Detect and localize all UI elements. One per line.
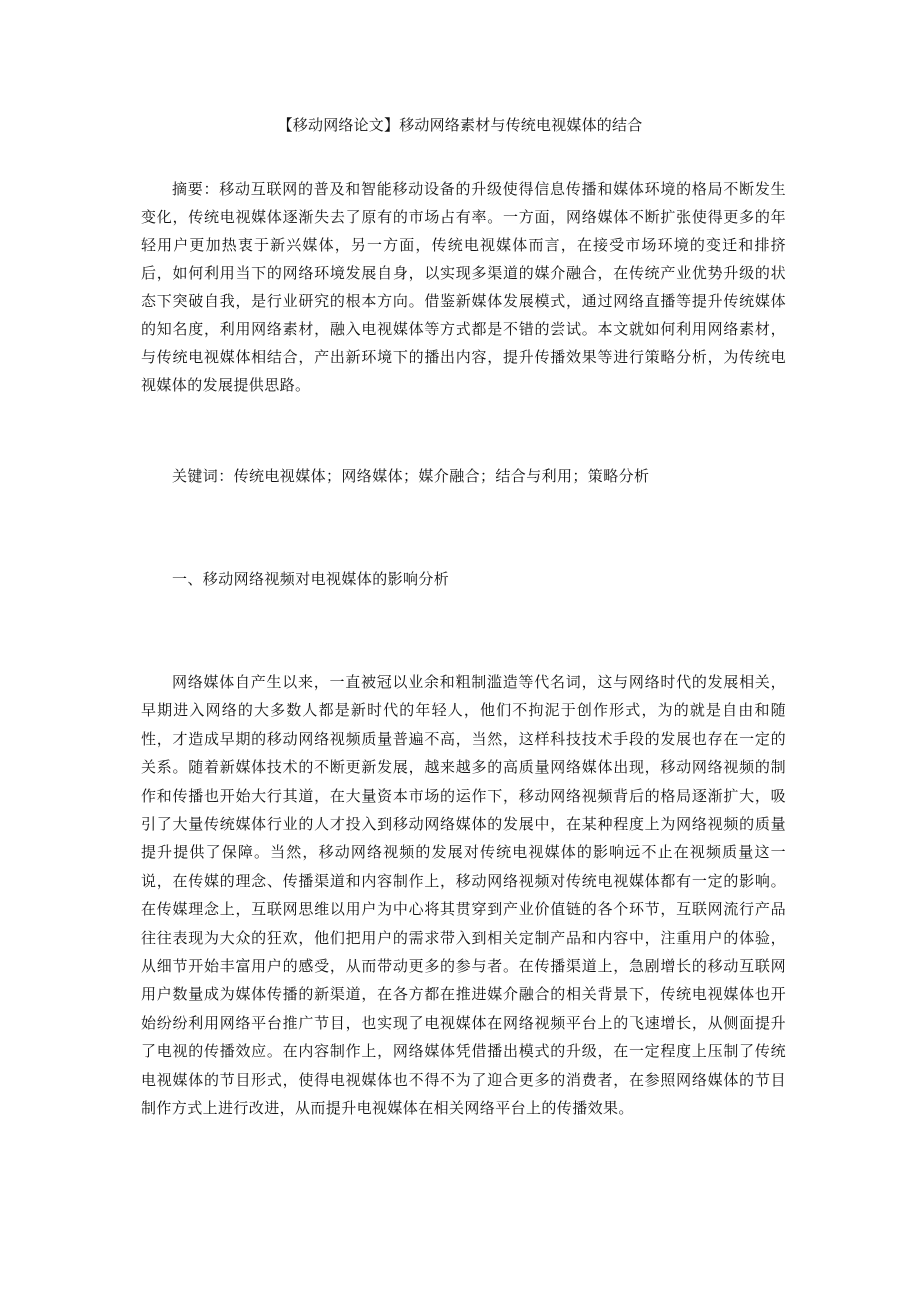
document-title: 【移动网络论文】移动网络素材与传统电视媒体的结合 — [277, 116, 643, 134]
body-paragraph: 网络媒体自产生以来，一直被冠以业余和粗制滥造等代名词，这与网络时代的发展相关，早期进入网络的大多数人都是新时代的年轻人，他们不拘泥于创作形式，为的就是自由和随性，才造成早期的移动网络视频质量普遍不高，当然，这样科技技术手段的发展也存在一定的关系。随着新媒体技术的不断更新发展，越来越多的高质量网络媒体出现，移动网络视频的制作和传播也开始大行其道，在大量资本市场的运作下，移动网络视频背后的格局逐渐扩大，吸引了大量传统媒体行业的人才投入到移动网络媒体的发展中，在某种程度上为网络视频的质量提升提供了保障。当然，移动网络视频的发展对传统电视媒体的影响远不止在视频质量这一说，在传媒的理念、传播渠道和内容制作上，移动网络视频对传统电视媒体都有一定的影响。在传媒理念上，互联网思维以用户为中心将其贯穿到产业价值链的各个环节，互联网流行产品往往表现为大众的狂欢，他们把用户的需求带入到相关定制产品和内容中，注重用户的体验，从细节开始丰富用户的感受，从而带动更多的参与者。在传播渠道上，急剧增长的移动互联网用户数量成为媒体传播的新渠道，在各方都在推进媒介融合的相关背景下，传统电视媒体也开始纷纷利用网络平台推广节目，也实现了电视媒体在网络视频平台上的飞速增长，从侧面提升了电视的传播效应。在内容制作上，网络媒体凭借播出模式的升级，在一定程度上压制了传统电视媒体的节目形式，使得电视媒体也不得不为了迎合更多的消费者，在参照网络媒体的节目制作方式上进行改进，从而提升电视媒体在相关网络平台上的传播效果。 — [141, 673, 786, 1118]
abstract-paragraph: 摘要：移动互联网的普及和智能移动设备的升级使得信息传播和媒体环境的格局不断发生变化，传统电视媒体逐渐失去了原有的市场占有率。一方面，网络媒体不断扩张使得更多的年轻用户更加热衷于新兴媒体，另一方面，传统电视媒体而言，在接受市场环境的变迁和排挤后，如何利用当下的网络环境发展自身，以实现多渠道的媒介融合，在传统产业优势升级的状态下突破自我，是行业研究的根本方向。借鉴新媒体发展模式，通过网络直播等提升传统媒体的知名度，利用网络素材，融入电视媒体等方式都是不错的尝试。本文就如何利用网络素材，与传统电视媒体相结合，产出新环境下的播出内容，提升传播效果等进行策略分析，为传统电视媒体的发展提供思路。 — [141, 180, 786, 394]
keywords-line: 关键词：传统电视媒体；网络媒体；媒介融合；结合与利用；策略分析 — [172, 467, 650, 485]
section-heading: 一、移动网络视频对电视媒体的影响分析 — [172, 570, 450, 588]
